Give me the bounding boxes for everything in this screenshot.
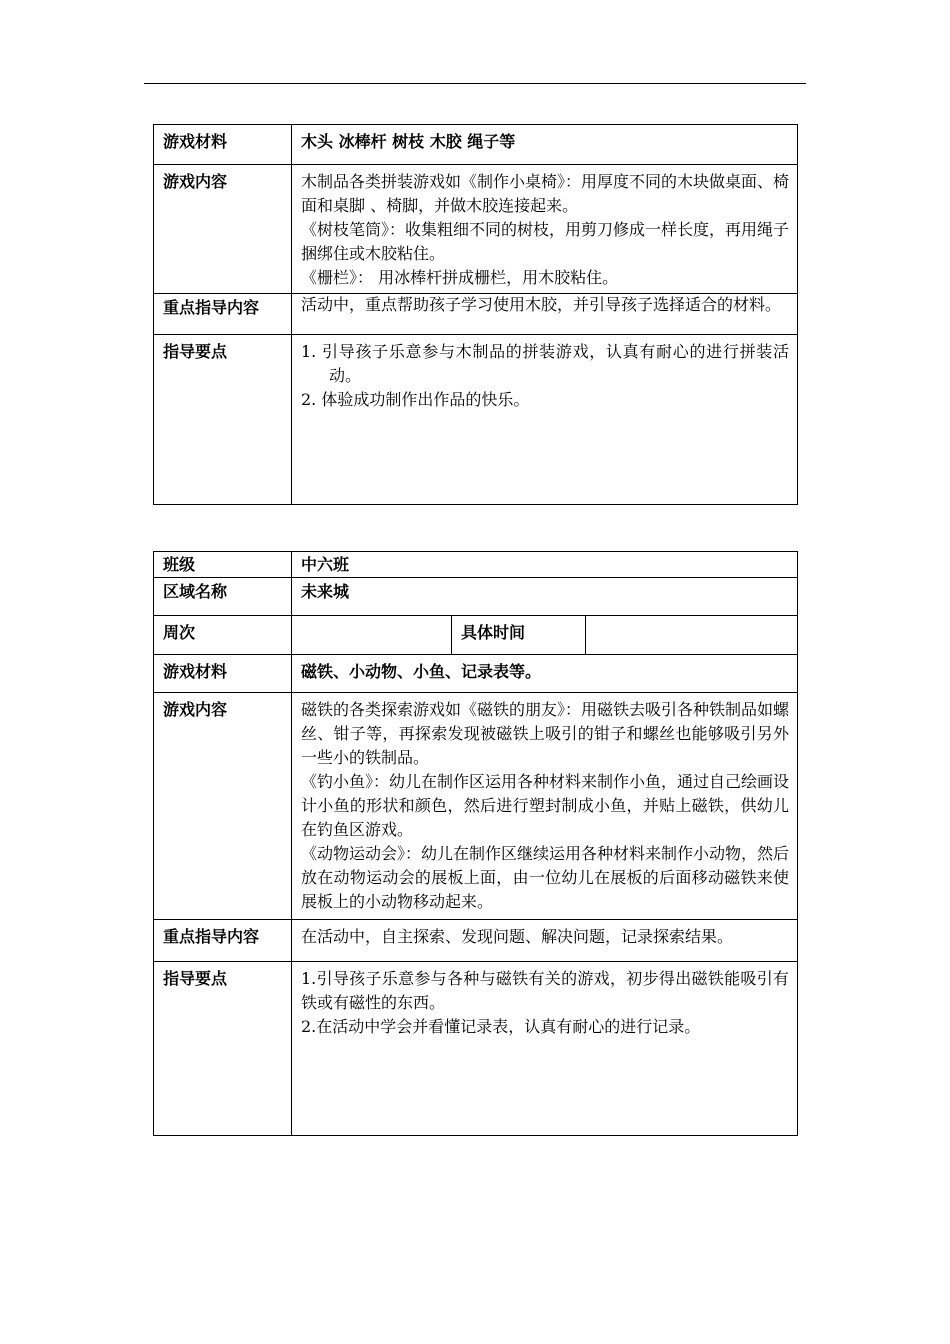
content-paragraph: 磁铁的各类探索游戏如《磁铁的朋友》：用磁铁去吸引各种铁制品如螺丝、钳子等，再探索发现被磁铁上吸引的钳子和螺丝也能够吸引另外一些小的铁制品。 [301,700,790,767]
row-focus [154,294,798,335]
row-materials [154,655,798,693]
materials-value: 磁铁、小动物、小鱼、记录表等。 [292,655,798,693]
guidance-item: 1.引导孩子乐意参与各种与磁铁有关的游戏，初步得出磁铁能吸引有铁或有磁性的东西。 [301,969,790,1012]
activity-table-woodwork [153,124,798,505]
row-content [154,693,798,920]
content-value [292,165,798,294]
time-value [586,616,798,655]
area-label: 区域名称 [154,578,292,616]
guidance-value [292,335,798,505]
class-label: 班级 [154,552,292,578]
content-paragraph: 《钓小鱼》：幼儿在制作区运用各种材料来制作小鱼，通过自己绘画设计小鱼的形状和颜色，然后进行塑封制成小鱼，并贴上磁铁，供幼儿在钓鱼区游戏。 [301,772,790,839]
week-label: 周次 [154,616,292,655]
guidance-item: 1. 引导孩子乐意参与木制品的拼装游戏，认真有耐心的进行拼装活动。 [301,342,789,385]
focus-label: 重点指导内容 [154,294,292,335]
guidance-label: 指导要点 [154,335,292,505]
time-label: 具体时间 [452,616,586,655]
row-class [154,552,798,578]
row-content [154,165,798,294]
focus-value: 在活动中，自主探索、发现问题、解决问题，记录探索结果。 [292,920,798,962]
content-label: 游戏内容 [154,165,292,294]
guidance-value [292,962,798,1136]
row-guidance [154,335,798,505]
materials-label: 游戏材料 [154,655,292,693]
guidance-item: 2.在活动中学会并看懂记录表，认真有耐心的进行记录。 [301,1017,701,1036]
row-focus [154,920,798,962]
content-label: 游戏内容 [154,693,292,920]
content-value [292,693,798,920]
class-value: 中六班 [292,552,798,578]
guidance-item: 2. 体验成功制作出作品的快乐。 [301,390,530,409]
activity-table-magnet [153,551,798,1136]
content-paragraph: 《动物运动会》：幼儿在制作区继续运用各种材料来制作小动物，然后放在动物运动会的展板上面，由一位幼儿在展板的后面移动磁铁来使展板上的小动物移动起来。 [301,844,790,911]
focus-label: 重点指导内容 [154,920,292,962]
area-value: 未来城 [292,578,798,616]
materials-label: 游戏材料 [154,125,292,165]
row-guidance [154,962,798,1136]
focus-value: 活动中，重点帮助孩子学习使用木胶，并引导孩子选择适合的材料。 [292,294,798,335]
content-paragraph: 木制品各类拼装游戏如《制作小桌椅》：用厚度不同的木块做桌面、椅面和桌脚 、椅脚，并做木胶连接起来。 [301,172,790,215]
header-rule [144,83,806,84]
row-materials [154,125,798,165]
content-paragraph: 《树枝笔筒》：收集粗细不同的树枝，用剪刀修成一样长度，再用绳子捆绑住或木胶粘住。 [301,220,790,263]
week-value [292,616,452,655]
content-paragraph: 《栅栏》： 用冰棒杆拼成栅栏，用木胶粘住。 [301,268,619,287]
row-area [154,578,798,616]
materials-value: 木头 冰棒杆 树枝 木胶 绳子等 [292,125,798,165]
guidance-label: 指导要点 [154,962,292,1136]
row-week [154,616,798,655]
